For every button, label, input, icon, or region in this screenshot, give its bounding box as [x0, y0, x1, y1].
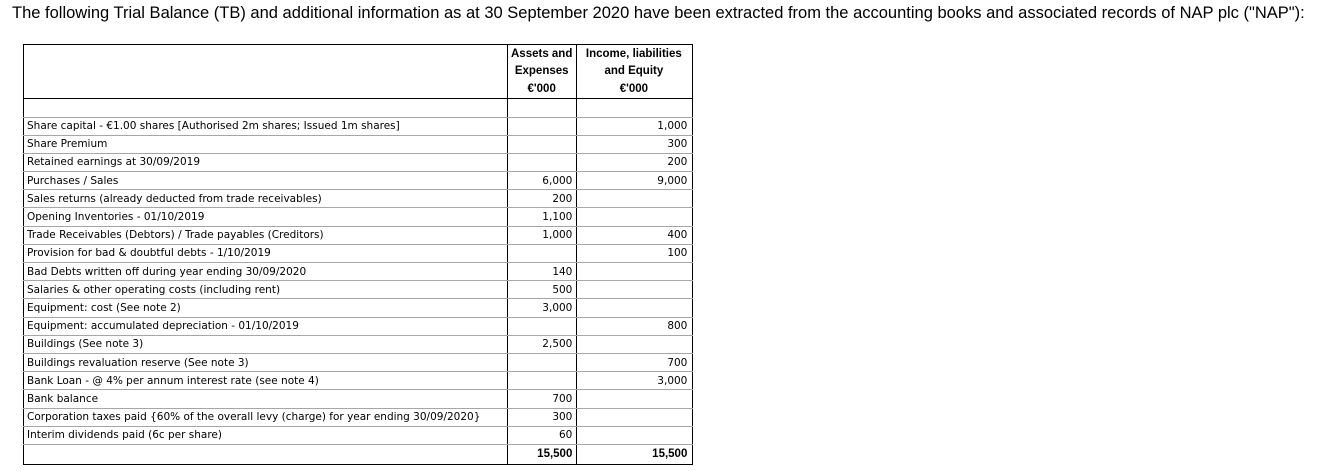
row-cr-cell: 700 — [577, 353, 693, 371]
row-desc-cell: Share capital - €1.00 shares [Authorised 2m shares; Issued 1m shares] — [24, 117, 508, 135]
table-row — [24, 153, 693, 171]
table-row — [24, 353, 693, 371]
row-cr-cell: 3,000 — [577, 372, 693, 390]
blank-row — [24, 98, 693, 117]
header-row-1 — [24, 45, 693, 63]
table-row — [24, 172, 693, 190]
row-dr-cell — [508, 117, 577, 135]
row-dr-cell: 2,500 — [508, 335, 577, 353]
row-dr-cell: 200 — [508, 190, 577, 208]
row-cr-cell — [577, 190, 693, 208]
row-cr-cell — [577, 408, 693, 426]
table-row — [24, 372, 693, 390]
row-cr-cell: 100 — [577, 244, 693, 262]
row-desc-cell: Opening Inventories - 01/10/2019 — [24, 208, 508, 226]
row-dr-cell: 1,100 — [508, 208, 577, 226]
table-row — [24, 244, 693, 262]
table-row — [24, 226, 693, 244]
row-dr-cell: 140 — [508, 263, 577, 281]
table-row — [24, 135, 693, 153]
table-row — [24, 408, 693, 426]
table-row — [24, 281, 693, 299]
trial-balance-table — [23, 44, 693, 465]
totals-row — [24, 444, 693, 464]
header-row-3 — [24, 80, 693, 98]
row-dr-cell: 500 — [508, 281, 577, 299]
header-desc-cell — [24, 45, 508, 63]
row-desc-cell: Sales returns (already deducted from trade receivables) — [24, 190, 508, 208]
row-cr-cell: 400 — [577, 226, 693, 244]
row-dr-cell: 3,000 — [508, 299, 577, 317]
row-desc-cell: Bank Loan - @ 4% per annum interest rate (see note 4) — [24, 372, 508, 390]
table-row — [24, 317, 693, 335]
row-desc-cell: Buildings (See note 3) — [24, 335, 508, 353]
row-desc-cell: Equipment: accumulated depreciation - 01/10/2019 — [24, 317, 508, 335]
row-cr-cell: 300 — [577, 135, 693, 153]
table-row — [24, 263, 693, 281]
row-dr-cell: 300 — [508, 408, 577, 426]
row-cr-cell — [577, 426, 693, 444]
row-desc-cell: Corporation taxes paid {60% of the overall levy (charge) for year ending 30/09/2020} — [24, 408, 508, 426]
row-cr-cell — [577, 281, 693, 299]
row-cr-cell: 200 — [577, 153, 693, 171]
row-dr-cell — [508, 153, 577, 171]
row-desc-cell: Salaries & other operating costs (including rent) — [24, 281, 508, 299]
header-row-2 — [24, 63, 693, 81]
table-row — [24, 426, 693, 444]
total-cr: 15,500 — [577, 444, 693, 464]
row-desc-cell: Equipment: cost (See note 2) — [24, 299, 508, 317]
header-dr-currency: €'000 — [508, 80, 577, 98]
row-desc-cell: Bad Debts written off during year ending 30/09/2020 — [24, 263, 508, 281]
row-dr-cell — [508, 244, 577, 262]
row-desc-cell: Interim dividends paid (6c per share) — [24, 426, 508, 444]
intro-text: The following Trial Balance (TB) and additional information as at 30 September 2020 have been extracted from the accounting books and associated records of NAP plc ("NAP"): — [12, 4, 1305, 22]
row-cr-cell — [577, 335, 693, 353]
row-cr-cell: 1,000 — [577, 117, 693, 135]
header-dr-line1: Assets and — [508, 45, 577, 63]
total-dr: 15,500 — [508, 444, 577, 464]
row-desc-cell: Bank balance — [24, 390, 508, 408]
table-row — [24, 390, 693, 408]
table-row — [24, 190, 693, 208]
table-row — [24, 208, 693, 226]
header-cr-currency: €'000 — [577, 80, 693, 98]
row-dr-cell: 60 — [508, 426, 577, 444]
row-desc-cell: Retained earnings at 30/09/2019 — [24, 153, 508, 171]
header-cr-line1: Income, liabilities — [577, 45, 693, 63]
row-desc-cell: Provision for bad & doubtful debts - 1/10/2019 — [24, 244, 508, 262]
row-dr-cell: 700 — [508, 390, 577, 408]
table-row — [24, 335, 693, 353]
totals-desc-cell — [24, 444, 508, 464]
row-cr-cell — [577, 299, 693, 317]
row-cr-cell — [577, 390, 693, 408]
row-desc-cell: Purchases / Sales — [24, 172, 508, 190]
row-cr-cell: 800 — [577, 317, 693, 335]
row-dr-cell — [508, 317, 577, 335]
row-desc-cell: Buildings revaluation reserve (See note 3) — [24, 353, 508, 371]
row-dr-cell: 1,000 — [508, 226, 577, 244]
header-dr-line2: Expenses — [508, 63, 577, 81]
row-cr-cell — [577, 208, 693, 226]
row-dr-cell — [508, 353, 577, 371]
header-cr-line2: and Equity — [577, 63, 693, 81]
row-dr-cell — [508, 372, 577, 390]
header-desc-cell — [24, 63, 508, 81]
row-desc-cell: Share Premium — [24, 135, 508, 153]
header-desc-cell — [24, 80, 508, 98]
row-cr-cell — [577, 263, 693, 281]
row-desc-cell: Trade Receivables (Debtors) / Trade payables (Creditors) — [24, 226, 508, 244]
table-row — [24, 117, 693, 135]
row-dr-cell — [508, 135, 577, 153]
row-cr-cell: 9,000 — [577, 172, 693, 190]
table-row — [24, 299, 693, 317]
row-dr-cell: 6,000 — [508, 172, 577, 190]
